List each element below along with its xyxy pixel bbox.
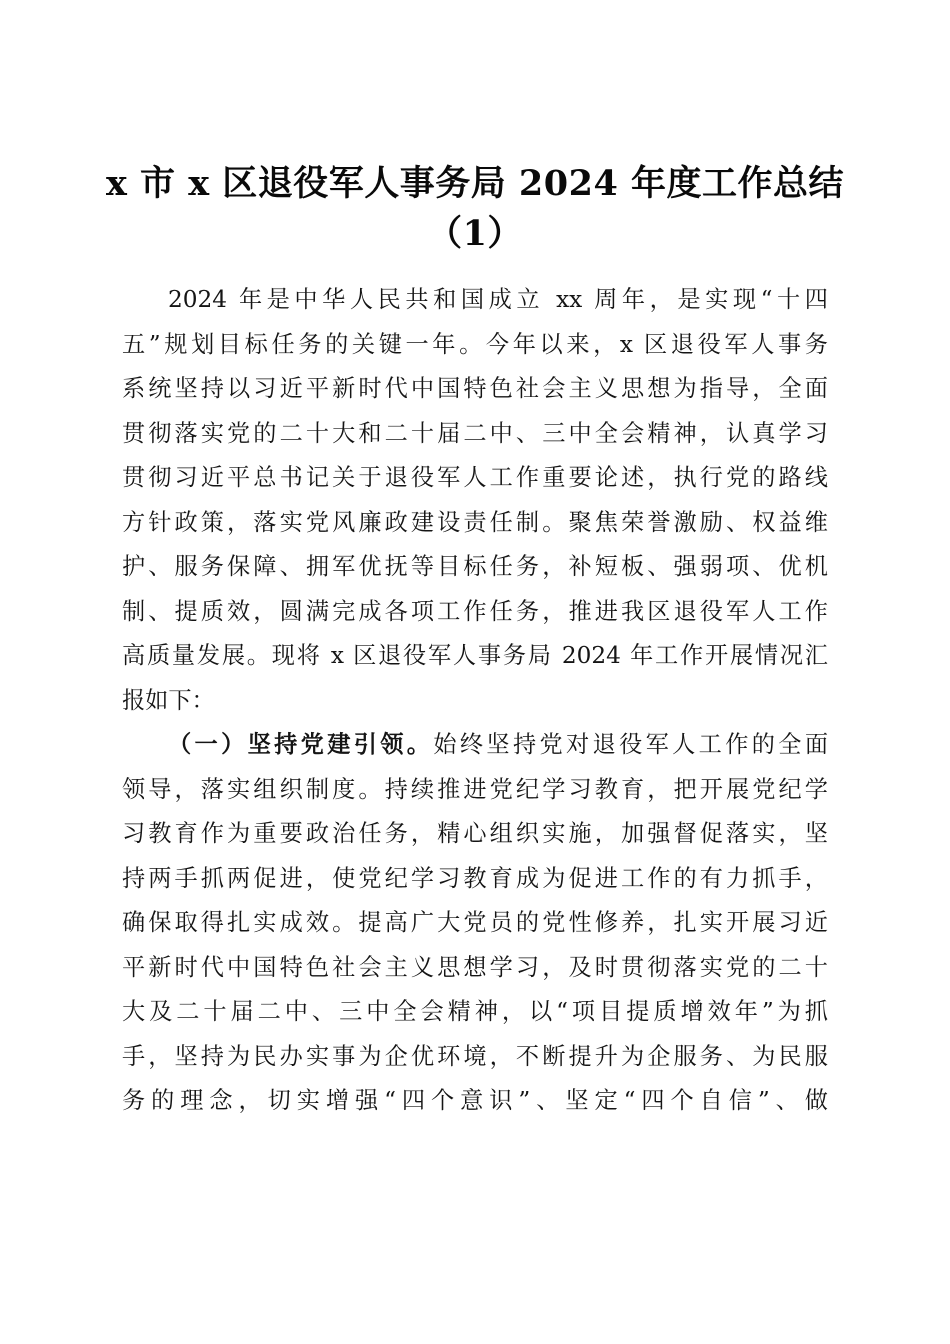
paragraph-line: 贯彻落实党的二十大和二十届二中、三中全会精神，认真学习 xyxy=(122,419,828,447)
section-1-first-line xyxy=(122,723,828,768)
intro-paragraph xyxy=(122,278,828,723)
paragraph-line: 护、服务保障、拥军优抚等目标任务，补短板、强弱项、优机 xyxy=(122,553,828,580)
paragraph-line: 五”规划目标任务的关键一年。今年以来，x 区退役军人事务 xyxy=(122,330,828,358)
document-body xyxy=(122,278,828,1124)
paragraph-line: 2024 年是中华人民共和国成立 xx 周年，是实现“十四 xyxy=(168,286,828,313)
paragraph-line: 报如下： xyxy=(122,686,215,714)
document-title xyxy=(100,159,850,259)
paragraph-line: 手，坚持为民办实事为企优环境，不断提升为企服务、为民服 xyxy=(122,1042,828,1070)
section-1-first-line-text: 始终坚持党对退役军人工作的全面 xyxy=(433,731,829,758)
paragraph-line: 持两手抓两促进，使党纪学习教育成为促进工作的有力抓手， xyxy=(122,864,828,892)
paragraph-line: 系统坚持以习近平新时代中国特色社会主义思想为指导，全面 xyxy=(122,375,828,402)
paragraph-line: 领导，落实组织制度。持续推进党纪学习教育，把开展党纪学 xyxy=(122,775,828,803)
paragraph-line: 确保取得扎实成效。提高广大党员的党性修养，扎实开展习近 xyxy=(122,909,828,936)
title-line-number: （1） xyxy=(427,213,523,255)
paragraph-line: 高质量发展。现将 x 区退役军人事务局 2024 年工作开展情况汇 xyxy=(122,642,828,669)
paragraph-line: 务的理念，切实增强“四个意识”、坚定“四个自信”、做 xyxy=(122,1087,828,1114)
paragraph-line: 贯彻习近平总书记关于退役军人工作重要论述，执行党的路线 xyxy=(122,464,828,491)
section-1-paragraph xyxy=(122,723,828,1124)
paragraph-line: 习教育作为重要政治任务，精心组织实施，加强督促落实，坚 xyxy=(122,820,828,847)
paragraph-line: 平新时代中国特色社会主义思想学习，及时贯彻落实党的二十 xyxy=(122,953,828,981)
paragraph-line: 方针政策，落实党风廉政建设责任制。聚焦荣誉激励、权益维 xyxy=(122,508,828,536)
section-1-heading: （一）坚持党建引领。 xyxy=(168,731,434,758)
paragraph-line: 大及二十届二中、三中全会精神，以“项目提质增效年”为抓 xyxy=(122,998,828,1025)
paragraph-line: 制、提质效，圆满完成各项工作任务，推进我区退役军人工作 xyxy=(122,597,828,625)
title-line: x 市 x 区退役军人事务局 2024 年度工作总结 xyxy=(105,163,845,205)
